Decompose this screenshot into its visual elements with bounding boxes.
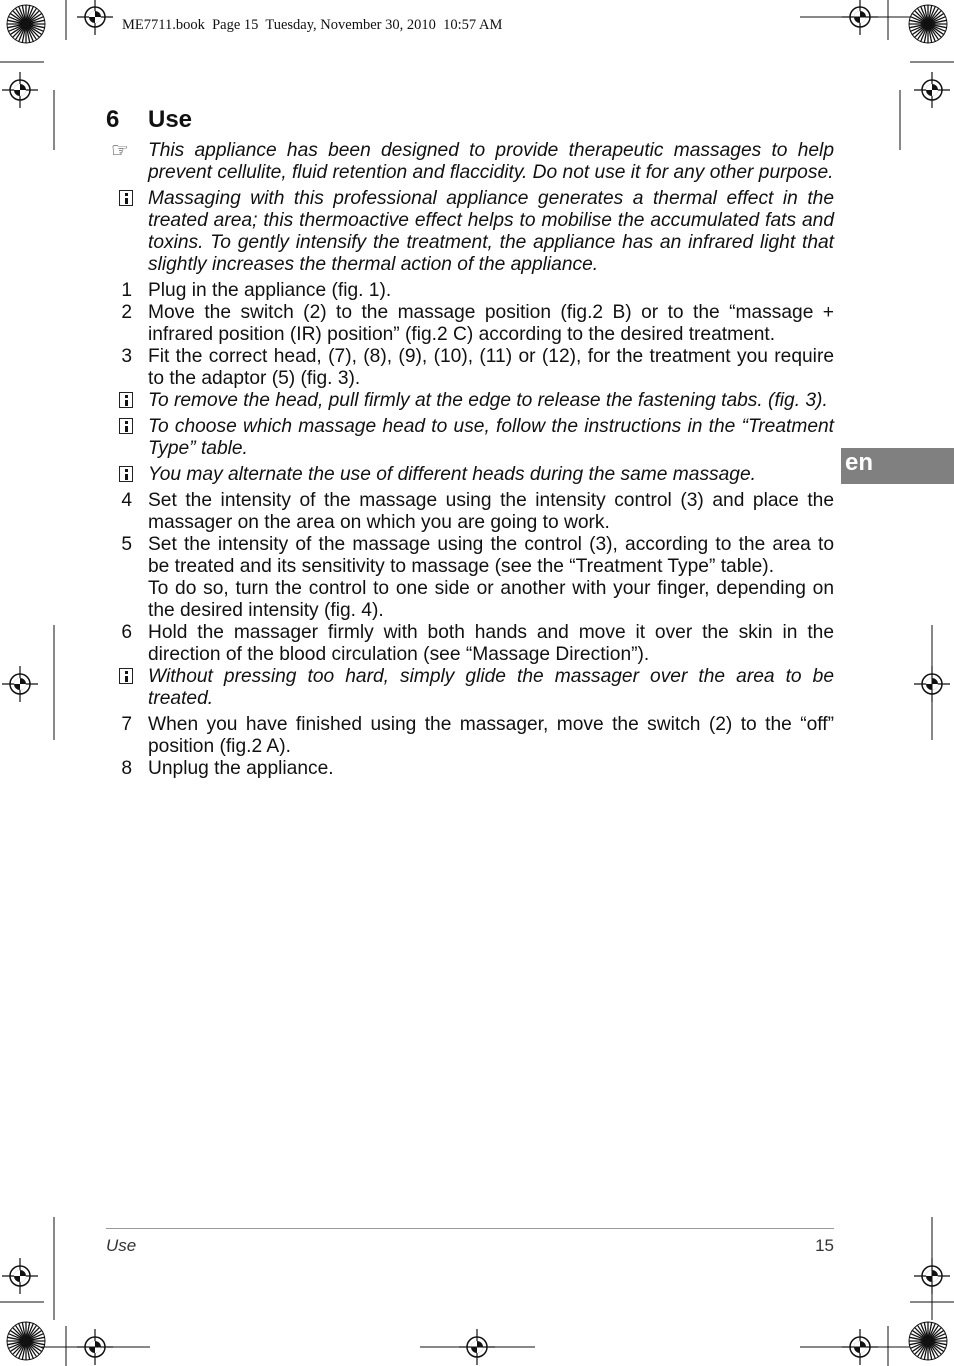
item-text: Fit the correct head, (7), (8), (9), (10), (11) or (12), for the treatment you require to the adaptor (5) (fig. 3). <box>148 346 834 389</box>
section-title: Use <box>148 106 193 133</box>
print-slug-line: ME7711.book Page 15 Tuesday, November 30, 2010 10:57 AM <box>122 17 503 33</box>
item-text: To do so, turn the control to one side or another with your finger, depending on the desired intensity (fig. 4). <box>148 578 834 621</box>
step-item <box>106 622 834 666</box>
item-text: Massaging with this professional appliance generates a thermal effect in the treated area; this thermoactive effect helps to mobilise the accumulated fats and toxins. To gently intensify the treatment, the appliance has an infrared light that slightly increases the thermal action of the appliance. <box>148 188 834 275</box>
item-text: Set the intensity of the massage using the control (3), according to the area to be treated and its sensitivity to massage (see the “Treatment Type” table). <box>148 534 834 577</box>
info-marker <box>106 666 148 710</box>
footer-section-name: Use <box>106 1236 137 1255</box>
info-icon <box>119 392 133 408</box>
item-text: Plug in the appliance (fig. 1). <box>148 280 392 301</box>
note-marker <box>106 140 148 184</box>
step-item <box>106 346 834 390</box>
item-text: Move the switch (2) to the massage position (fig.2 B) or to the “massage + infrared position (IR) position” (fig.2 C) according to the desired treatment. <box>148 302 834 345</box>
step-number: 2 <box>121 302 132 323</box>
info-note <box>106 464 834 486</box>
step-item <box>106 280 834 302</box>
step-continuation <box>106 578 834 622</box>
step-number: 6 <box>121 622 132 643</box>
info-marker <box>106 464 148 486</box>
note-item <box>106 140 834 184</box>
item-text: Hold the massager firmly with both hands and move it over the skin in the direction of the blood circulation (see “Massage Direction”). <box>148 622 834 665</box>
item-text: Set the intensity of the massage using the intensity control (3) and place the massager on the area on which you are going to work. <box>148 490 834 533</box>
item-text: Without pressing too hard, simply glide the massager over the area to be treated. <box>148 666 834 709</box>
page-number: 15 <box>815 1236 834 1255</box>
instruction-list <box>106 140 834 780</box>
item-text: To remove the head, pull firmly at the edge to release the fastening tabs. (fig. 3). <box>148 390 828 411</box>
info-icon <box>119 466 133 482</box>
item-text: You may alternate the use of different heads during the same massage. <box>148 464 756 485</box>
step-number: 8 <box>121 758 132 779</box>
section-number: 6 <box>106 106 120 133</box>
step-number: 7 <box>121 714 132 735</box>
item-text: Unplug the appliance. <box>148 758 334 779</box>
item-text: When you have finished using the massager, move the switch (2) to the “off” position (fig.2 A). <box>148 714 834 757</box>
info-note <box>106 416 834 460</box>
item-text: To choose which massage head to use, follow the instructions in the “Treatment Type” table. <box>148 416 834 459</box>
language-tab: en <box>841 448 954 484</box>
info-icon <box>119 418 133 434</box>
info-marker <box>106 390 148 412</box>
info-marker <box>106 416 148 460</box>
step-item <box>106 534 834 578</box>
pointing-hand-icon: ☞ <box>111 140 129 162</box>
info-note <box>106 188 834 276</box>
section-heading <box>106 106 834 140</box>
info-marker <box>106 188 148 276</box>
step-number: 4 <box>121 490 132 511</box>
footer-divider <box>106 1228 834 1229</box>
main-content <box>106 106 834 780</box>
item-text: This appliance has been designed to provide therapeutic massages to help prevent cellulite, fluid retention and flaccidity. Do not use it for any other purpose. <box>148 140 834 183</box>
step-item <box>106 302 834 346</box>
info-note <box>106 390 834 412</box>
step-number: 1 <box>121 280 132 301</box>
info-icon <box>119 190 133 206</box>
step-item <box>106 714 834 758</box>
step-number: 3 <box>121 346 132 367</box>
info-note <box>106 666 834 710</box>
step-item <box>106 490 834 534</box>
indent-spacer <box>106 578 148 622</box>
step-number: 5 <box>121 534 132 555</box>
step-item <box>106 758 834 780</box>
info-icon <box>119 668 133 684</box>
